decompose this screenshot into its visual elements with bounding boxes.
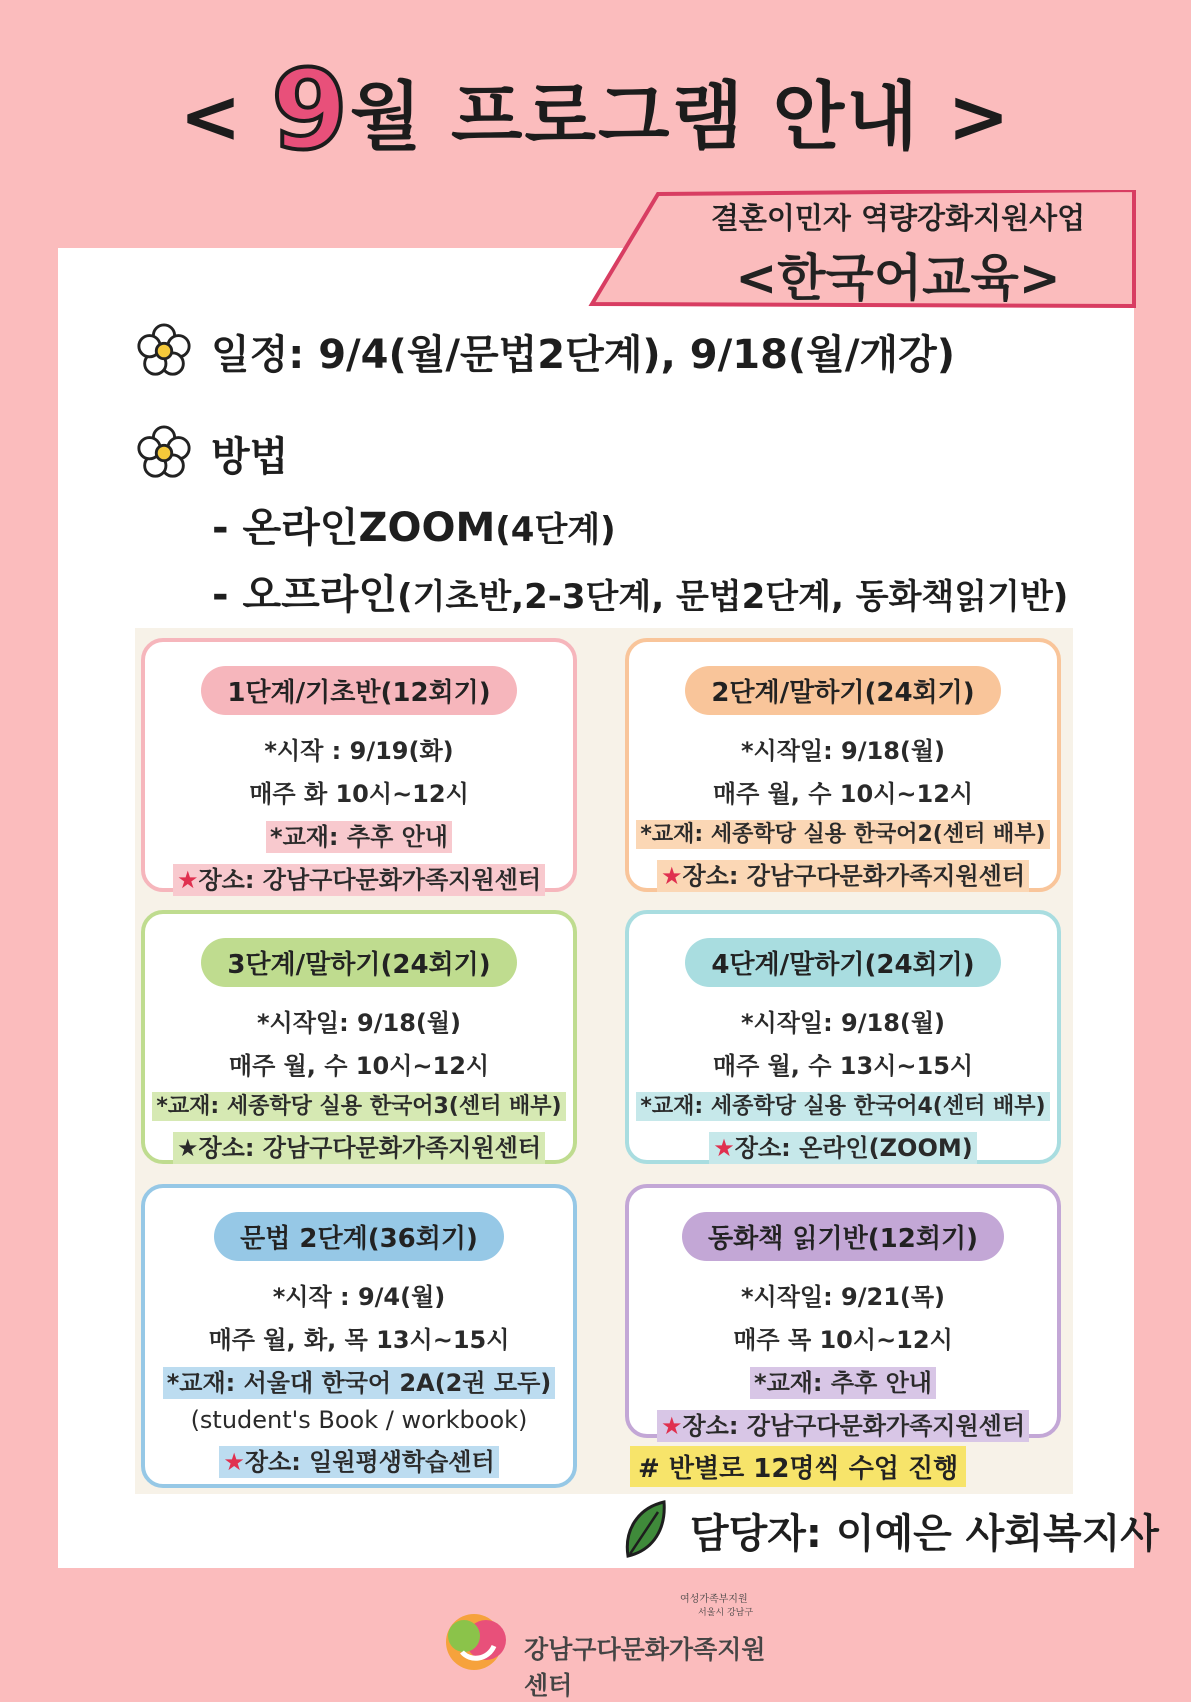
title-open-bracket: <: [179, 74, 244, 160]
card-place-text: 장소: 온라인(ZOOM): [734, 1134, 973, 1162]
title-text: 월 프로그램 안내: [349, 74, 920, 160]
card-place: [219, 1446, 498, 1478]
card-place-text: 장소: 강남구다문화가족지원센터: [198, 1134, 542, 1162]
method-row: [135, 424, 288, 482]
card-place-text: 장소: 강남구다문화가족지원센터: [198, 866, 542, 894]
card-title: 동화책 읽기반(12회기): [682, 1212, 1004, 1261]
card-book: *교재: 세종학당 실용 한국어3(센터 배부): [152, 1092, 565, 1121]
title-close-bracket: >: [947, 74, 1012, 160]
flower-icon: [135, 424, 193, 482]
method-online-sub: (4단계): [495, 510, 616, 550]
card-place-text: 장소: 강남구다문화가족지원센터: [682, 1412, 1026, 1440]
program-tag: [588, 190, 1136, 308]
card-time: 매주 월, 수 10시~12시: [712, 780, 974, 808]
star-icon: ★: [660, 862, 683, 890]
card-title: 4단계/말하기(24회기): [685, 938, 1000, 987]
card-book: *교재: 세종학당 실용 한국어2(센터 배부): [636, 820, 1049, 849]
tag-subtitle: 결혼이민자 역량강화지원사업: [710, 201, 1086, 235]
star-icon: ★: [660, 1412, 683, 1440]
card-place: [657, 860, 1029, 892]
card-place: [173, 864, 545, 896]
class-card: [141, 638, 577, 892]
card-book: *교재: 세종학당 실용 한국어4(센터 배부): [636, 1092, 1049, 1121]
method-online: [212, 496, 616, 553]
class-card: [625, 910, 1061, 1164]
class-size-note: # 반별로 12명씩 수업 진행: [630, 1446, 966, 1487]
method-offline: [212, 563, 1068, 620]
card-time: 매주 월, 수 13시~15시: [712, 1052, 974, 1080]
card-start: *시작일: 9/18(월): [740, 737, 946, 765]
star-icon: ★: [176, 866, 199, 894]
card-place: [709, 1132, 976, 1164]
class-card: [625, 1184, 1061, 1438]
org-logo-icon: [440, 1602, 514, 1676]
card-time: 매주 목 10시~12시: [733, 1326, 953, 1354]
tag-title: <한국어교육>: [735, 249, 1061, 307]
org-name: 강남구다문화가족지원센터: [524, 1635, 766, 1700]
class-card: [625, 638, 1061, 892]
manager-text: 담당자: 이예은 사회복지사: [690, 1510, 1159, 1557]
manager-row: [622, 1500, 1159, 1560]
card-book: *교재: 추후 안내: [750, 1367, 936, 1399]
card-title: 문법 2단계(36회기): [214, 1212, 504, 1261]
schedule-row: [135, 322, 955, 380]
card-start: *시작일: 9/18(월): [256, 1009, 462, 1037]
class-cards-area: [135, 628, 1073, 1494]
card-title: 1단계/기초반(12회기): [201, 666, 516, 715]
class-card: [141, 910, 577, 1164]
card-start: *시작일: 9/21(목): [740, 1283, 946, 1311]
ministry-text: 여성가족부지원: [680, 1594, 748, 1605]
card-time: 매주 화 10시~12시: [249, 780, 469, 808]
card-place: [173, 1132, 545, 1164]
card-start: *시작일: 9/18(월): [740, 1009, 946, 1037]
star-icon: ★: [713, 1134, 735, 1162]
leaf-icon: [622, 1500, 668, 1560]
star-icon: ★: [223, 1448, 245, 1476]
card-time: 매주 월, 화, 목 13시~15시: [208, 1326, 510, 1354]
star-icon: ★: [176, 1134, 199, 1162]
method-offline-main: - 오프라인: [212, 572, 398, 618]
schedule-text: 일정: 9/4(월/문법2단계), 9/18(월/개강): [211, 331, 955, 378]
method-online-main: - 온라인ZOOM: [212, 505, 496, 551]
card-start: *시작 : 9/4(월): [272, 1283, 446, 1311]
flower-icon: [135, 322, 193, 380]
page-title: [0, 40, 1191, 174]
card-place: [657, 1410, 1029, 1442]
card-book: *교재: 추후 안내: [266, 821, 452, 853]
card-place-text: 장소: 일원평생학습센터: [244, 1448, 495, 1476]
card-place-text: 장소: 강남구다문화가족지원센터: [682, 862, 1026, 890]
ministry-label: [680, 1590, 753, 1618]
card-start: *시작 : 9/19(화): [264, 737, 454, 765]
ministry-sub: 서울시 강남구: [698, 1608, 754, 1618]
method-label: 방법: [211, 433, 289, 480]
card-time: 매주 월, 수 10시~12시: [228, 1052, 490, 1080]
card-title: 3단계/말하기(24회기): [201, 938, 516, 987]
card-title: 2단계/말하기(24회기): [685, 666, 1000, 715]
title-month-number: 9: [271, 46, 350, 174]
card-extra: (student's Book / workbook): [190, 1406, 528, 1434]
card-book: *교재: 서울대 한국어 2A(2권 모두): [163, 1367, 556, 1399]
class-card: [141, 1184, 577, 1488]
method-offline-sub: (기초반,2-3단계, 문법2단계, 동화책읽기반): [397, 577, 1069, 617]
org-footer: [440, 1588, 780, 1700]
